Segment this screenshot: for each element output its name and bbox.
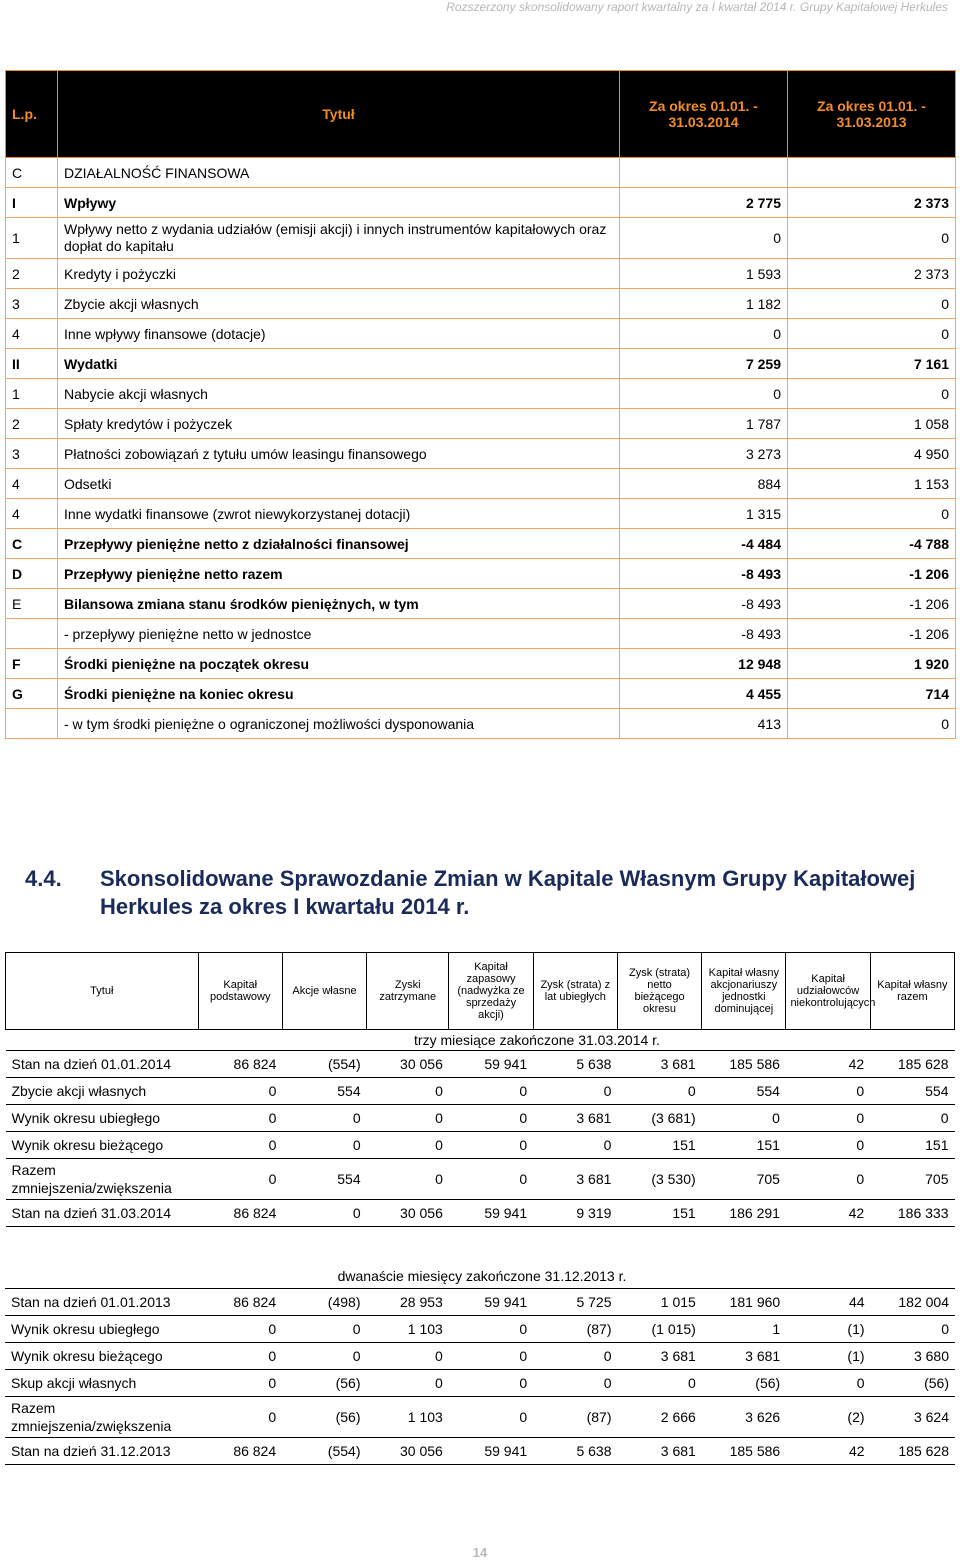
row-title: Przepływy pieniężne netto z działalności finansowej [58, 529, 620, 559]
row-lp: F [6, 649, 58, 679]
row-value-2014: 7 259 [620, 349, 788, 379]
row-value: 3 681 [617, 1051, 701, 1078]
row-value-2014: -8 493 [620, 589, 788, 619]
row-value: 151 [870, 1132, 954, 1159]
row-value-2014: -8 493 [620, 559, 788, 589]
table-row [6, 158, 956, 188]
row-value-2014: 2 775 [620, 188, 788, 218]
row-value: 1 015 [618, 1289, 702, 1316]
row-title: Spłaty kredytów i pożyczek [58, 409, 620, 439]
row-value: 0 [449, 1316, 533, 1343]
row-value: 0 [449, 1397, 533, 1438]
row-value: 0 [198, 1397, 282, 1438]
row-value-2013: 0 [788, 379, 956, 409]
equity-col-header: Kapitał zapasowy (nadwyżka ze sprzedaży akcji) [449, 953, 533, 1030]
col-header-2013: Za okres 01.01. - 31.03.2013 [788, 71, 956, 158]
row-value-2013: 1 920 [788, 649, 956, 679]
row-lp: C [6, 529, 58, 559]
row-value: 0 [282, 1343, 366, 1370]
report-header: Rozszerzony skonsolidowany raport kwartalny za I kwartał 2014 r. Grupy Kapitałowej Herkules [446, 0, 948, 14]
table-row [6, 649, 956, 679]
row-title: Inne wydatki finansowe (zwrot niewykorzystanej dotacji) [58, 499, 620, 529]
row-value: 0 [533, 1370, 617, 1397]
table-row [6, 259, 956, 289]
row-value-2013: 1 058 [788, 409, 956, 439]
row-value: 0 [198, 1370, 282, 1397]
row-value: (3 530) [617, 1159, 701, 1200]
row-label: Stan na dzień 01.01.2013 [5, 1289, 198, 1316]
row-lp: 1 [6, 379, 58, 409]
table-row [6, 1105, 955, 1132]
row-value: 0 [533, 1343, 617, 1370]
row-value: 5 638 [533, 1051, 617, 1078]
row-title: Bilansowa zmiana stanu środków pieniężnych, w tym [58, 589, 620, 619]
row-label: Stan na dzień 01.01.2014 [6, 1051, 199, 1078]
equity-changes-table-2014 [5, 952, 955, 1227]
row-title: Środki pieniężne na koniec okresu [58, 679, 620, 709]
row-lp: 3 [6, 289, 58, 319]
row-value: 3 681 [702, 1343, 786, 1370]
row-title: Zbycie akcji własnych [58, 289, 620, 319]
table-row [5, 1397, 955, 1438]
row-value-2014: 884 [620, 469, 788, 499]
row-lp: I [6, 188, 58, 218]
equity-col-header: Kapitał własny razem [870, 953, 954, 1030]
row-value: 3 681 [533, 1105, 617, 1132]
row-value: 554 [702, 1078, 786, 1105]
equity-col-header: Kapitał podstawowy [198, 953, 282, 1030]
row-label: Stan na dzień 31.12.2013 [5, 1438, 198, 1465]
row-value: (554) [282, 1051, 366, 1078]
table-row [6, 289, 956, 319]
row-value: 3 680 [871, 1343, 955, 1370]
row-value: 28 953 [366, 1289, 448, 1316]
table-row [5, 1343, 955, 1370]
row-value: 86 824 [198, 1051, 282, 1078]
row-value: 3 626 [702, 1397, 786, 1438]
row-value: 185 628 [871, 1438, 955, 1465]
row-value-2013: 4 950 [788, 439, 956, 469]
row-value-2013: 0 [788, 709, 956, 739]
row-value-2014: 1 593 [620, 259, 788, 289]
row-title: Kredyty i pożyczki [58, 259, 620, 289]
row-value: 44 [786, 1289, 870, 1316]
row-lp [6, 709, 58, 739]
equity-col-header: Kapitał udziałowców niekontrolujących [786, 953, 870, 1030]
row-value: 705 [870, 1159, 954, 1200]
row-value: (56) [702, 1370, 786, 1397]
row-title: - przepływy pieniężne netto w jednostce [58, 619, 620, 649]
row-value: 151 [617, 1200, 701, 1227]
row-title: Środki pieniężne na początek okresu [58, 649, 620, 679]
table-row [6, 469, 956, 499]
table-row [6, 529, 956, 559]
row-value: (87) [533, 1316, 617, 1343]
row-value: (498) [282, 1289, 366, 1316]
row-value: 59 941 [449, 1438, 533, 1465]
row-value: 0 [533, 1132, 617, 1159]
row-value: 0 [786, 1370, 870, 1397]
row-title: DZIAŁALNOŚĆ FINANSOWA [58, 158, 620, 188]
row-value: 186 291 [702, 1200, 786, 1227]
row-value: 42 [786, 1438, 870, 1465]
row-value-2013: 7 161 [788, 349, 956, 379]
equity-changes-table-2013 [5, 1264, 955, 1465]
row-value: 705 [702, 1159, 786, 1200]
row-label: Zbycie akcji własnych [6, 1078, 199, 1105]
row-value: 185 586 [702, 1051, 786, 1078]
table-row [6, 379, 956, 409]
row-value-2013: 0 [788, 289, 956, 319]
row-value: 0 [282, 1200, 366, 1227]
table-row [6, 218, 956, 259]
row-value: 86 824 [198, 1200, 282, 1227]
row-value: 0 [198, 1078, 282, 1105]
row-value: 3 681 [618, 1343, 702, 1370]
row-value: 5 638 [533, 1438, 617, 1465]
row-value: 0 [198, 1316, 282, 1343]
row-value: 0 [282, 1132, 366, 1159]
table-row [6, 1078, 955, 1105]
row-value: 554 [282, 1159, 366, 1200]
row-value: 0 [449, 1343, 533, 1370]
table-row [6, 1132, 955, 1159]
row-value: 0 [870, 1105, 954, 1132]
row-title: Nabycie akcji własnych [58, 379, 620, 409]
row-value: 0 [786, 1159, 870, 1200]
row-value: 3 681 [618, 1438, 702, 1465]
row-value-2014: -4 484 [620, 529, 788, 559]
equity-col-header: Akcje własne [282, 953, 366, 1030]
period-caption-2014: trzy miesiące zakończone 31.03.2014 r. [414, 1032, 660, 1048]
row-lp: 4 [6, 499, 58, 529]
table-row [6, 1051, 955, 1078]
row-value: 0 [366, 1343, 448, 1370]
row-lp: E [6, 589, 58, 619]
row-value-2013: 0 [788, 319, 956, 349]
row-lp: 2 [6, 409, 58, 439]
table-row [5, 1289, 955, 1316]
equity-col-header: Kapitał własny akcjonariuszy jednostki dominującej [702, 953, 786, 1030]
row-value: 42 [786, 1051, 870, 1078]
table-row [5, 1438, 955, 1465]
equity-col-header: Zysk (strata) netto bieżącego okresu [617, 953, 701, 1030]
page-number: 14 [472, 1545, 488, 1560]
table-row [5, 1370, 955, 1397]
row-value: 30 056 [367, 1051, 449, 1078]
row-value: 0 [449, 1370, 533, 1397]
row-value: 0 [449, 1159, 533, 1200]
table-header-row [6, 71, 956, 158]
row-value: 151 [702, 1132, 786, 1159]
row-value-2014: 0 [620, 319, 788, 349]
row-value-2013: 1 153 [788, 469, 956, 499]
row-lp: D [6, 559, 58, 589]
table-row [6, 409, 956, 439]
row-value: 554 [282, 1078, 366, 1105]
row-value: (3 681) [617, 1105, 701, 1132]
row-value: 0 [198, 1343, 282, 1370]
row-value: (1 015) [618, 1316, 702, 1343]
table-row [6, 679, 956, 709]
row-value-2014: 0 [620, 379, 788, 409]
row-value: 0 [533, 1078, 617, 1105]
row-value-2014: 1 182 [620, 289, 788, 319]
table-row [6, 559, 956, 589]
table-row [6, 188, 956, 218]
row-value-2013: 0 [788, 218, 956, 259]
row-value: 0 [786, 1132, 870, 1159]
section-title: Skonsolidowane Sprawozdanie Zmian w Kapitale Własnym Grupy Kapitałowej Herkules za okres I kwartału 2014 r. [100, 866, 916, 919]
row-value-2013 [788, 158, 956, 188]
row-value: 0 [198, 1105, 282, 1132]
row-lp: 3 [6, 439, 58, 469]
row-value: 1 [702, 1316, 786, 1343]
equity-col-header: Zyski zatrzymane [367, 953, 449, 1030]
row-lp: 4 [6, 469, 58, 499]
row-value: 1 103 [366, 1397, 448, 1438]
row-lp [6, 619, 58, 649]
row-label: Razem zmniejszenia/zwiększenia [5, 1397, 198, 1438]
row-label: Razem zmniejszenia/zwiększenia [6, 1159, 199, 1200]
row-value-2014: 1 315 [620, 499, 788, 529]
table-row [6, 319, 956, 349]
table-row [6, 1159, 955, 1200]
row-value: 182 004 [871, 1289, 955, 1316]
row-lp: II [6, 349, 58, 379]
row-value-2014: 4 455 [620, 679, 788, 709]
row-value: (1) [786, 1343, 870, 1370]
row-value: 0 [282, 1105, 366, 1132]
row-label: Wynik okresu bieżącego [5, 1343, 198, 1370]
row-value-2013: -1 206 [788, 589, 956, 619]
row-value: (2) [786, 1397, 870, 1438]
row-value: 30 056 [366, 1438, 448, 1465]
row-value: 5 725 [533, 1289, 617, 1316]
row-value: 0 [871, 1316, 955, 1343]
row-value: 3 624 [871, 1397, 955, 1438]
row-value: 0 [702, 1105, 786, 1132]
row-value-2013: -4 788 [788, 529, 956, 559]
row-value: 0 [198, 1132, 282, 1159]
row-value: 0 [367, 1105, 449, 1132]
row-title: Wpływy [58, 188, 620, 218]
row-value: 185 628 [870, 1051, 954, 1078]
row-value: (56) [871, 1370, 955, 1397]
row-value-2014: 1 787 [620, 409, 788, 439]
row-value: 42 [786, 1200, 870, 1227]
row-title: Płatności zobowiązań z tytułu umów leasingu finansowego [58, 439, 620, 469]
row-value: 181 960 [702, 1289, 786, 1316]
table-row [6, 1200, 955, 1227]
row-label: Stan na dzień 31.03.2014 [6, 1200, 199, 1227]
row-value-2013: 714 [788, 679, 956, 709]
row-title: Inne wpływy finansowe (dotacje) [58, 319, 620, 349]
col-header-2014: Za okres 01.01. - 31.03.2014 [620, 71, 788, 158]
row-value: 0 [449, 1105, 533, 1132]
row-value: 0 [367, 1132, 449, 1159]
row-value: 59 941 [449, 1200, 533, 1227]
table-row [6, 439, 956, 469]
row-value: 186 333 [870, 1200, 954, 1227]
row-value-2013: 2 373 [788, 259, 956, 289]
section-heading [25, 865, 945, 921]
row-value: 86 824 [198, 1289, 282, 1316]
equity-col-header: Tytuł [6, 953, 199, 1030]
row-lp: C [6, 158, 58, 188]
row-value: 0 [449, 1132, 533, 1159]
row-value: (87) [533, 1397, 617, 1438]
row-value: 0 [366, 1370, 448, 1397]
section-number: 4.4. [25, 866, 62, 891]
row-value: 151 [617, 1132, 701, 1159]
row-title: - w tym środki pieniężne o ograniczonej możliwości dysponowania [58, 709, 620, 739]
row-value: (1) [786, 1316, 870, 1343]
row-title: Przepływy pieniężne netto razem [58, 559, 620, 589]
row-value: 0 [367, 1078, 449, 1105]
row-lp: 2 [6, 259, 58, 289]
equity-header-row [6, 953, 955, 1030]
row-value-2014: 0 [620, 218, 788, 259]
table-row [6, 619, 956, 649]
row-value: (56) [282, 1397, 366, 1438]
row-value: 3 681 [533, 1159, 617, 1200]
row-label: Skup akcji własnych [5, 1370, 198, 1397]
table-row [6, 499, 956, 529]
row-lp: G [6, 679, 58, 709]
row-value: 59 941 [449, 1289, 533, 1316]
row-title: Wydatki [58, 349, 620, 379]
row-value: 30 056 [367, 1200, 449, 1227]
col-header-lp: L.p. [6, 71, 58, 158]
row-lp: 1 [6, 218, 58, 259]
row-title: Odsetki [58, 469, 620, 499]
row-value-2014: 3 273 [620, 439, 788, 469]
row-value-2013: -1 206 [788, 559, 956, 589]
table-row [6, 709, 956, 739]
row-value: 0 [786, 1078, 870, 1105]
row-value-2013: 0 [788, 499, 956, 529]
row-value: 0 [282, 1316, 366, 1343]
row-value: (56) [282, 1370, 366, 1397]
row-value: 185 586 [702, 1438, 786, 1465]
row-value-2013: -1 206 [788, 619, 956, 649]
row-value-2014: 12 948 [620, 649, 788, 679]
table-row [6, 349, 956, 379]
row-value-2014: 413 [620, 709, 788, 739]
col-header-title: Tytuł [58, 71, 620, 158]
row-value: 0 [449, 1078, 533, 1105]
row-value: 2 666 [618, 1397, 702, 1438]
row-label: Wynik okresu bieżącego [6, 1132, 199, 1159]
row-label: Wynik okresu ubiegłego [5, 1316, 198, 1343]
cash-flow-table [5, 70, 956, 739]
row-value: 554 [870, 1078, 954, 1105]
row-label: Wynik okresu ubiegłego [6, 1105, 199, 1132]
row-lp: 4 [6, 319, 58, 349]
table-row [6, 589, 956, 619]
row-value: 59 941 [449, 1051, 533, 1078]
period-caption-2013: dwanaście miesięcy zakończone 31.12.2013 r. [337, 1268, 627, 1284]
row-value: 0 [198, 1159, 282, 1200]
row-value-2014: -8 493 [620, 619, 788, 649]
row-value: 9 319 [533, 1200, 617, 1227]
row-value: 0 [617, 1078, 701, 1105]
row-value: 0 [367, 1159, 449, 1200]
row-value: 1 103 [366, 1316, 448, 1343]
row-value: 86 824 [198, 1438, 282, 1465]
row-value: 0 [618, 1370, 702, 1397]
row-title: Wpływy netto z wydania udziałów (emisji akcji) i innych instrumentów kapitałowych oraz dopłat do kapitału [58, 218, 620, 259]
row-value-2014 [620, 158, 788, 188]
equity-col-header: Zysk (strata) z lat ubiegłych [533, 953, 617, 1030]
table-row [5, 1316, 955, 1343]
row-value: 0 [786, 1105, 870, 1132]
row-value: (554) [282, 1438, 366, 1465]
row-value-2013: 2 373 [788, 188, 956, 218]
